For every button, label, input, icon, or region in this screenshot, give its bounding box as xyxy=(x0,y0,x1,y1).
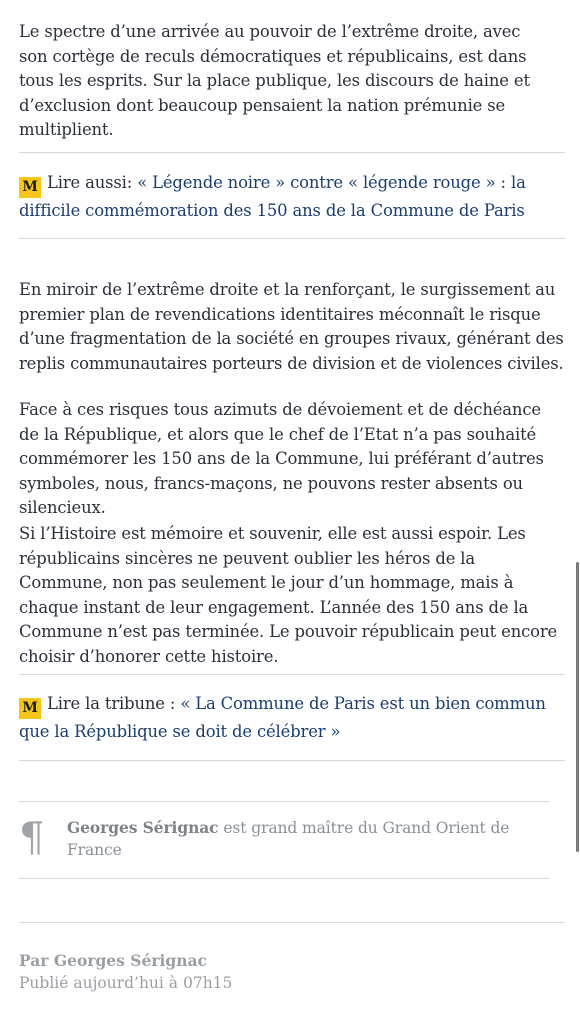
article-paragraph: Face à ces risques tous azimuts de dévoiement et de déchéance de la République, et alors que le chef de l’Etat n’a pas souhaité commémorer les 150 ans de la Commune, lui préférant d’autres symboles, nous, francs-maçons, ne pouvons rester absents ou silencieux. xyxy=(19,400,544,517)
divider xyxy=(19,238,565,239)
byline-author[interactable]: Par Georges Sérignac xyxy=(19,951,207,970)
divider xyxy=(19,152,565,153)
scrollbar[interactable] xyxy=(576,562,579,852)
le-monde-logo-icon: M xyxy=(19,698,41,719)
related-lead: Lire la tribune : xyxy=(47,694,176,713)
divider xyxy=(19,674,565,675)
divider xyxy=(19,760,565,761)
bio-description: est grand maître du Grand Orient de France xyxy=(67,819,510,859)
article-paragraph: Le spectre d’une arrivée au pouvoir de l’extrême droite, avec son cortège de reculs démocratiques et républicains, est dans tous les esprits. Sur la place publique, les discours de haine et d’exclusion dont beaucoup pensaient la nation prémunie se multiplient. xyxy=(19,22,530,139)
bio-author-name[interactable]: Georges Sérignac xyxy=(67,818,219,837)
related-title[interactable]: « Légende noire » contre « légende rouge » : la difficile commémoration des 150 ans de la Commune de Paris xyxy=(19,173,526,220)
pilcrow-icon: ¶ xyxy=(19,815,45,861)
related-lead: Lire aussi: xyxy=(47,173,133,192)
related-tribune-link[interactable] xyxy=(19,691,565,744)
byline-published: Publié aujourd’hui à 07h15 xyxy=(19,974,233,992)
bio-text xyxy=(67,817,549,861)
author-bio xyxy=(19,801,549,879)
article-paragraph: En miroir de l’extrême droite et la renforçant, le surgissement au premier plan de revendications identitaires méconnaît le risque d’une fragmentation de la société en groupes rivaux, générant des replis communautaires porteurs de division et de violences civiles. xyxy=(19,280,564,373)
related-title[interactable]: « La Commune de Paris est un bien commun que la République se doit de célébrer » xyxy=(19,694,546,741)
le-monde-logo-icon: M xyxy=(19,177,41,198)
article-paragraph: Si l’Histoire est mémoire et souvenir, elle est aussi espoir. Les républicains sincères ne peuvent oublier les héros de la Commune, non pas seulement le jour d’un hommage, mais à chaque instant de leur engagement. L’année des 150 ans de la Commune n’est pas terminée. Le pouvoir républicain peut encore choisir d’honorer cette histoire. xyxy=(19,524,558,666)
divider xyxy=(19,922,565,923)
related-article-link[interactable] xyxy=(19,170,565,223)
byline xyxy=(19,950,232,994)
